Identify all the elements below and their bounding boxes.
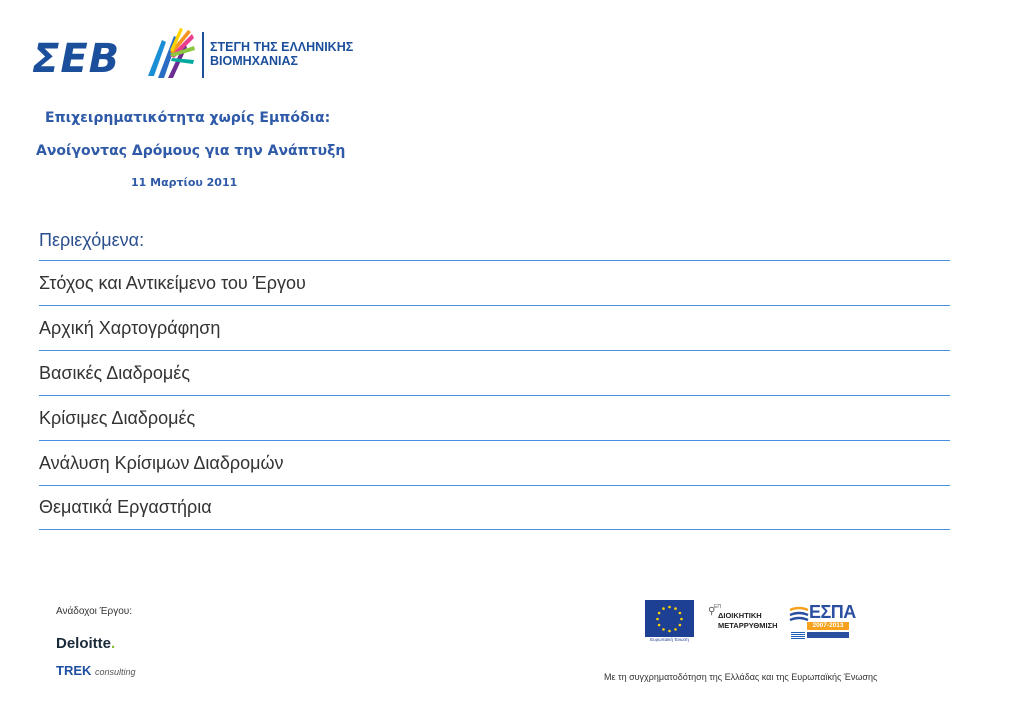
- toc-item: Αρχική Χαρτογράφηση: [39, 305, 950, 350]
- sponsors-label: Ανάδοχοι Έργου:: [56, 606, 133, 617]
- eu-caption: Ευρωπαϊκή Ένωση: [645, 637, 694, 651]
- cofunding-note: Με τη συγχρηματοδότηση της Ελλάδας και της Ευρωπαϊκής Ένωσης: [604, 672, 878, 682]
- logo-tagline-line2: ΒΙΟΜΗΧΑΝΙΑΣ: [210, 54, 299, 68]
- title-line2: Ανοίγοντας Δρόμους για την Ανάπτυξη: [36, 143, 346, 159]
- title-line1: Επιχειρηματικότητα χωρίς Εμπόδια:: [45, 110, 331, 126]
- toc-list: [39, 260, 950, 530]
- toc-title: Περιεχόμενα:: [39, 230, 145, 250]
- logo-starburst-icon: [140, 26, 196, 82]
- deloitte-dot: .: [111, 635, 116, 652]
- toc-item: Θεματικά Εργαστήρια: [39, 485, 950, 530]
- deloitte-logo: [56, 635, 115, 652]
- eu-stars-icon: [645, 600, 694, 638]
- toc-item: Ανάλυση Κρίσιμων Διαδρομών: [39, 440, 950, 485]
- logo-tagline-line1: ΣΤΕΓΗ ΤΗΣ ΕΛΛΗΝΙΚΗΣ: [210, 40, 354, 54]
- toc-item: Στόχος και Αντικείμενο του Έργου: [39, 260, 950, 305]
- logo-brand: ΣΕΒ: [32, 36, 121, 82]
- admin-reform-logo: [708, 604, 780, 636]
- logo-tagline: [210, 40, 353, 68]
- espa-years: 2007-2013: [807, 622, 849, 630]
- admin-column-icon: ⚲: [708, 606, 716, 617]
- greek-flag-icon: [791, 632, 805, 640]
- espa-title: ΕΣΠΑ: [809, 602, 856, 622]
- admin-line2: ΜΕΤΑΡΡΥΘΜΙΣΗ: [718, 621, 778, 630]
- espa-wave-icon: [789, 606, 809, 624]
- admin-prefix: ΕΠ: [714, 604, 721, 610]
- logo-divider: [202, 32, 204, 78]
- deloitte-text: Deloitte: [56, 635, 112, 652]
- toc-item: Κρίσιμες Διαδρομές: [39, 395, 950, 440]
- espa-logo: [789, 602, 856, 642]
- trek-suffix: consulting: [95, 667, 136, 677]
- admin-line1: ΔΙΟΙΚΗΤΙΚΗ: [718, 611, 762, 620]
- trek-text: TREK: [56, 663, 92, 678]
- event-date: 11 Μαρτίου 2011: [131, 176, 238, 189]
- seb-logo: [32, 26, 362, 84]
- trek-logo: [56, 663, 136, 678]
- toc-item: Βασικές Διαδρομές: [39, 350, 950, 395]
- espa-bar: [807, 632, 849, 638]
